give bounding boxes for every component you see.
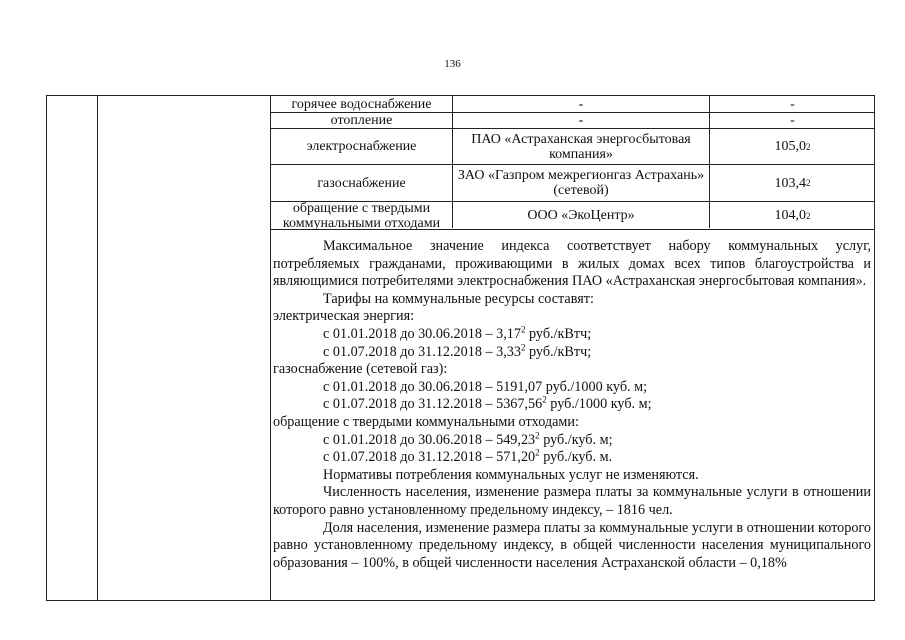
electric-heading: электрическая энергия:	[273, 308, 415, 325]
tariff-text: с 01.07.2018 до 31.12.2018 – 571,20	[323, 449, 536, 466]
tariff-text: с 01.07.2018 до 31.12.2018 – 5367,56	[323, 396, 543, 413]
tariff-unit: руб./куб. м.	[539, 449, 613, 466]
service-cell: горячее водоснабжение	[291, 96, 432, 112]
page-number: 136	[444, 58, 461, 70]
footnote-mark: 2	[535, 429, 540, 440]
index-value: 104,0	[774, 208, 806, 223]
tariff-text: с 01.07.2018 до 31.12.2018 – 3,33	[323, 343, 521, 360]
footnote-mark: 2	[542, 394, 547, 405]
tariff-text: с 01.01.2018 до 30.06.2018 – 549,23	[323, 431, 536, 448]
waste-heading: обращение с твердыми коммунальными отходами:	[273, 413, 579, 430]
column-divider	[97, 96, 98, 600]
index-value: 105,0	[774, 139, 806, 154]
index-cell: 105,0 2	[774, 139, 811, 154]
index-cell: 103,4 2	[774, 175, 811, 191]
document-table	[46, 95, 875, 601]
footnote-mark: 2	[535, 447, 540, 458]
tariff-description	[273, 238, 871, 572]
provider-cell: -	[578, 96, 584, 112]
paragraph-tariffs: Тарифы на коммунальные ресурсы составят:	[323, 290, 594, 307]
paragraph-share: Доля населения, изменение размера платы за коммунальные услуги в отношении которого равно установленному предельному индексу, в общей численности населения муниципального образования – 100%, в общей численности населения Астраханской области – 0,18%	[273, 519, 871, 571]
provider-cell: ЗАО «Газпром межрегионгаз Астрахань» (сетевой)	[457, 168, 705, 198]
paragraph-norms: Нормативы потребления коммунальных услуг не изменяются.	[323, 466, 699, 483]
tariff-unit: руб./1000 куб. м;	[546, 396, 652, 413]
gas-tariff-1: с 01.01.2018 до 30.06.2018 – 5191,07 руб./1000 куб. м;	[323, 378, 648, 395]
index-cell: 104,0 2	[774, 208, 811, 223]
footnote-mark: 2	[520, 324, 526, 335]
service-cell: электроснабжение	[306, 139, 417, 154]
index-cell: -	[790, 96, 795, 112]
electric-tariff-2	[273, 341, 871, 362]
index-value: 103,4	[774, 175, 806, 191]
tariff-unit: руб./кВтч;	[525, 343, 592, 360]
service-cell: отопление	[330, 113, 393, 128]
tariff-unit: руб./куб. м;	[539, 431, 613, 448]
index-cell: -	[790, 113, 795, 128]
footnote-mark: 2	[520, 341, 526, 352]
service-cell: газоснабжение	[317, 175, 406, 191]
service-cell: обращение с твердыми коммунальными отходами	[282, 200, 441, 231]
provider-cell: -	[578, 113, 584, 128]
gas-heading: газоснабжение (сетевой газ):	[273, 361, 448, 378]
waste-tariff-1	[273, 429, 871, 450]
electric-tariff-1	[273, 326, 871, 344]
waste-tariff-2	[273, 449, 871, 467]
tariff-unit: руб./кВтч;	[525, 325, 592, 342]
tariff-text: с 01.01.2018 до 30.06.2018 – 3,17	[323, 325, 521, 342]
paragraph-population: Численность населения, изменение размера платы за коммунальные услуги в отношении которого равно установленному предельному индексу, – 1816 чел.	[273, 484, 871, 518]
provider-cell: ООО «ЭкоЦентр»	[527, 208, 635, 223]
paragraph-max-index: Максимальное значение индекса соответствует набору коммунальных услуг, потребляемых гражданами, проживающими в жилых домах всех типов благоустройства и являющимися потребителями электроснабжения ПАО «Астраханская энергосбытовая компания».	[273, 238, 871, 290]
provider-cell: ПАО «Астраханская энергосбытовая компания»	[471, 131, 691, 162]
gas-tariff-2	[273, 396, 871, 414]
